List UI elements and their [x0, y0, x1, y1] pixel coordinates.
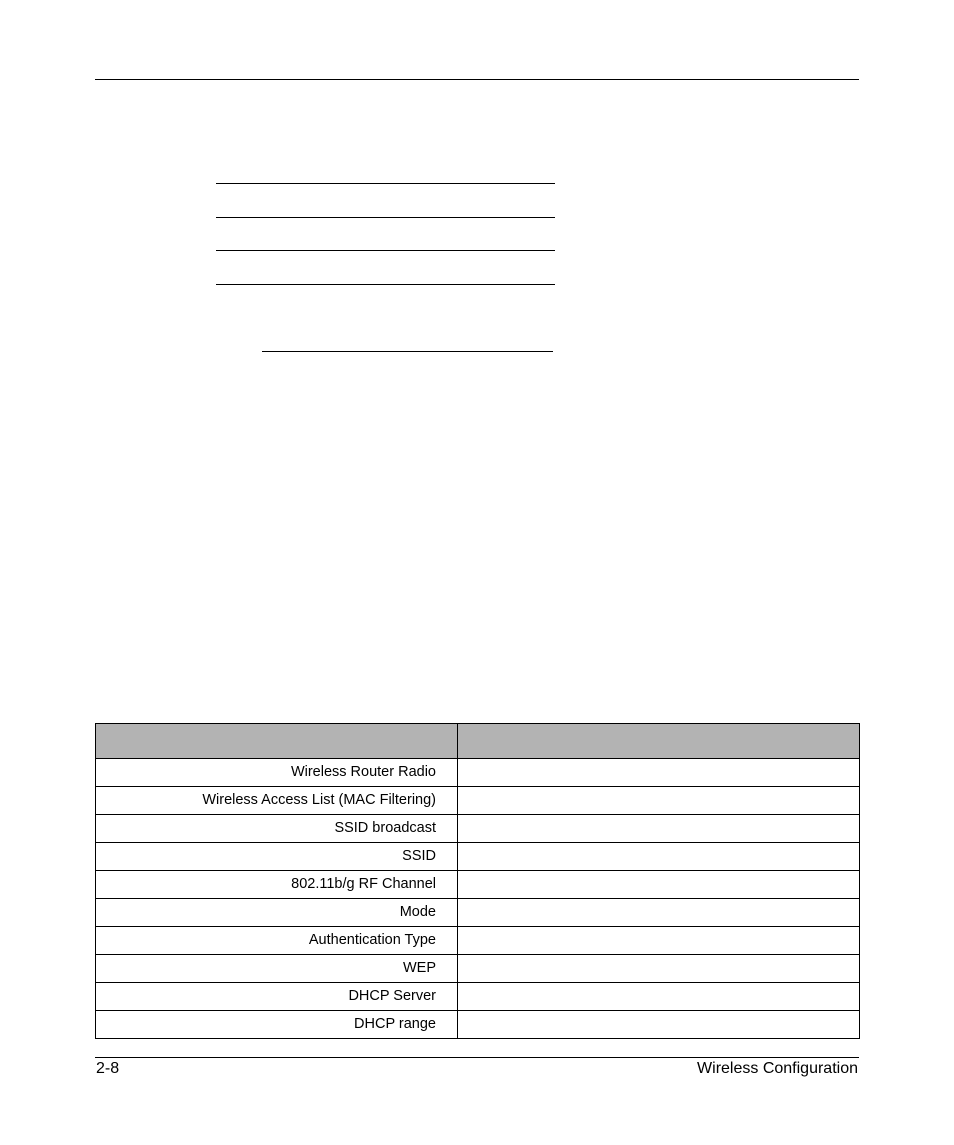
table-row [96, 955, 860, 983]
setting-value [458, 843, 860, 871]
setting-label: Authentication Type [96, 927, 458, 955]
table-row [96, 899, 860, 927]
setting-label: SSID [96, 843, 458, 871]
footer-rule [95, 1057, 859, 1058]
setting-value [458, 787, 860, 815]
fill-in-line [262, 351, 553, 352]
setting-label: Wireless Router Radio [96, 759, 458, 787]
setting-label: WEP [96, 955, 458, 983]
table-row [96, 815, 860, 843]
setting-value [458, 1011, 860, 1039]
table-header-row [96, 724, 860, 759]
table-row [96, 1011, 860, 1039]
setting-value [458, 983, 860, 1011]
setting-label: 802.11b/g RF Channel [96, 871, 458, 899]
table-row [96, 843, 860, 871]
setting-value [458, 871, 860, 899]
setting-value [458, 899, 860, 927]
setting-label: DHCP Server [96, 983, 458, 1011]
table-row [96, 787, 860, 815]
fill-in-line [216, 183, 555, 184]
fill-in-line [216, 284, 555, 285]
setting-value [458, 759, 860, 787]
table-row [96, 927, 860, 955]
table-header-value [458, 724, 860, 759]
table-row [96, 871, 860, 899]
setting-value [458, 927, 860, 955]
fill-in-line [216, 250, 555, 251]
fill-in-line [216, 217, 555, 218]
table-header-setting [96, 724, 458, 759]
setting-label: SSID broadcast [96, 815, 458, 843]
setting-label: DHCP range [96, 1011, 458, 1039]
page-number: 2-8 [96, 1060, 120, 1077]
setting-value [458, 955, 860, 983]
table-row [96, 759, 860, 787]
header-rule [95, 79, 859, 80]
setting-value [458, 815, 860, 843]
setting-label: Mode [96, 899, 458, 927]
default-settings-table [95, 723, 860, 1039]
setting-label: Wireless Access List (MAC Filtering) [96, 787, 458, 815]
table-row [96, 983, 860, 1011]
footer-section-title: Wireless Configuration [697, 1060, 858, 1077]
